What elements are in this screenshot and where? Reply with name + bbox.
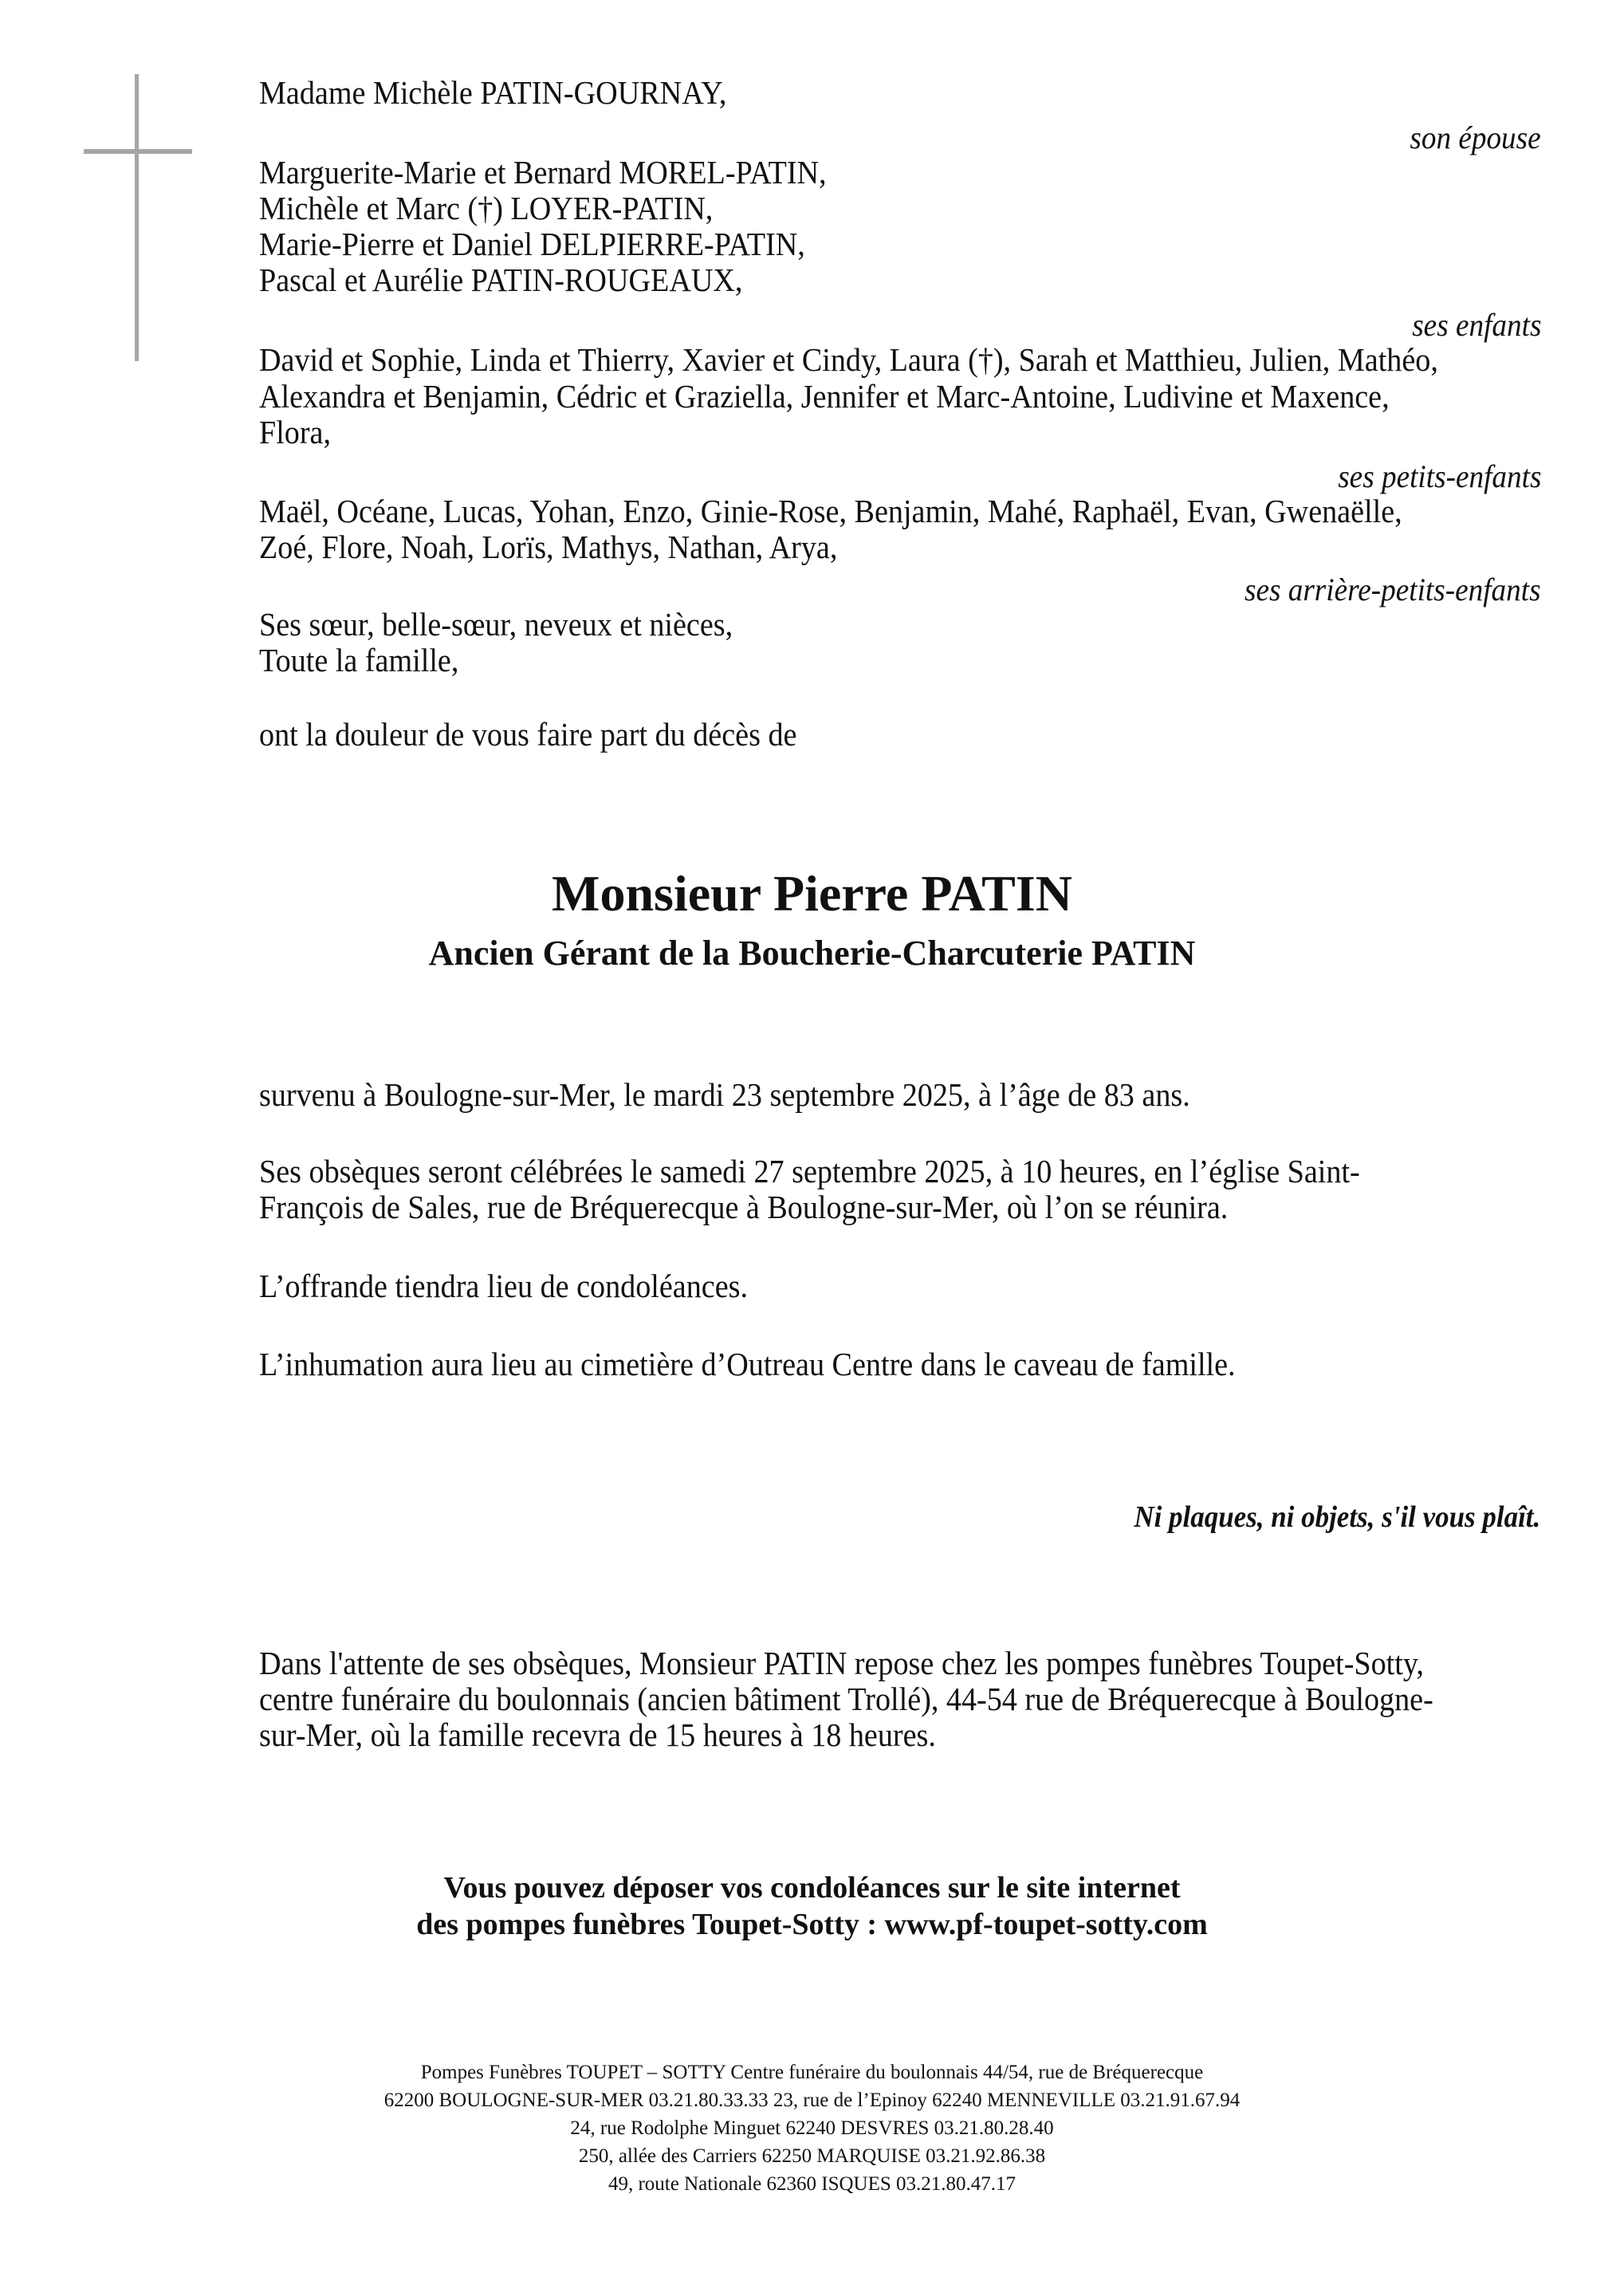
child-line: Michèle et Marc (†) LOYER-PATIN, — [259, 190, 714, 226]
great-grandchildren-line: Maël, Océane, Lucas, Yohan, Enzo, Ginie-Rose, Benjamin, Mahé, Raphaël, Evan, Gwenaëlle, — [259, 493, 1402, 529]
child-line: Marguerite-Marie et Bernard MOREL-PATIN, — [259, 154, 827, 191]
grandchildren-role: ses petits-enfants — [1337, 458, 1541, 494]
footer-line: 24, rue Rodolphe Minguet 62240 DESVRES 03.21.80.28.40 — [570, 2117, 1054, 2139]
spouse-role: son épouse — [1410, 120, 1541, 155]
condolences-website-line: des pompes funèbres Toupet-Sotty : www.pf-toupet-sotty.com — [416, 1908, 1208, 1941]
visitation-line: sur-Mer, où la famille recevra de 15 heures à 18 heures. — [259, 1716, 936, 1753]
other-relatives-line: Toute la famille, — [259, 642, 459, 678]
footer-line: Pompes Funèbres TOUPET – SOTTY Centre funéraire du boulonnais 44/54, rue de Bréquerecque — [420, 2062, 1204, 2083]
spouse-name: Madame Michèle PATIN-GOURNAY, — [259, 74, 727, 111]
footer-line: 62200 BOULOGNE-SUR-MER 03.21.80.33.33 23, rue de l’Epinoy 62240 MENNEVILLE 03.21.91.67.94 — [383, 2090, 1241, 2111]
grandchildren-line: Alexandra et Benjamin, Cédric et Graziella, Jennifer et Marc-Antoine, Ludivine et Maxence, — [259, 378, 1390, 415]
deceased-name: Monsieur Pierre PATIN — [552, 865, 1072, 922]
funeral-line: Ses obsèques seront célébrées le samedi 27 septembre 2025, à 10 heures, en l’église Saint- — [259, 1153, 1360, 1189]
footer-line: 49, route Nationale 62360 ISQUES 03.21.80.47.17 — [608, 2173, 1016, 2195]
offering-text: L’offrande tiendra lieu de condoléances. — [259, 1268, 749, 1304]
visitation-line: Dans l'attente de ses obsèques, Monsieur PATIN repose chez les pompes funèbres Toupet-Sotty, — [259, 1645, 1424, 1681]
child-line: Pascal et Aurélie PATIN-ROUGEAUX, — [259, 261, 743, 298]
announcement-text: ont la douleur de vous faire part du décès de — [259, 716, 797, 753]
children-role: ses enfants — [1411, 307, 1541, 343]
grandchildren-line: Flora, — [259, 414, 332, 450]
visitation-line: centre funéraire du boulonnais (ancien bâtiment Trollé), 44-54 rue de Bréquerecque à Boulogne- — [259, 1681, 1433, 1717]
burial-text: L’inhumation aura lieu au cimetière d’Outreau Centre dans le caveau de famille. — [259, 1346, 1236, 1382]
deceased-title: Ancien Gérant de la Boucherie-Charcuterie PATIN — [428, 934, 1196, 973]
death-details: survenu à Boulogne-sur-Mer, le mardi 23 septembre 2025, à l’âge de 83 ans. — [259, 1076, 1190, 1113]
condolences-line: Vous pouvez déposer vos condoléances sur le site internet — [443, 1871, 1181, 1905]
great-grandchildren-line: Zoé, Flore, Noah, Lorïs, Mathys, Nathan, Arya, — [259, 529, 838, 565]
great-grandchildren-role: ses arrière-petits-enfants — [1245, 572, 1541, 607]
child-line: Marie-Pierre et Daniel DELPIERRE-PATIN, — [259, 226, 805, 262]
other-relatives-line: Ses sœur, belle-sœur, neveux et nièces, — [259, 606, 733, 643]
cross-horizontal-bar — [84, 149, 192, 154]
grandchildren-line: David et Sophie, Linda et Thierry, Xavier et Cindy, Laura (†), Sarah et Matthieu, Julien, Mathéo, — [259, 341, 1438, 378]
funeral-line: François de Sales, rue de Bréquerecque à Boulogne-sur-Mer, où l’on se réunira. — [259, 1189, 1229, 1225]
cross-vertical-bar — [135, 74, 139, 361]
no-flowers-request: Ni plaques, ni objets, s'il vous plaît. — [1134, 1500, 1540, 1534]
footer-line: 250, allée des Carriers 62250 MARQUISE 03.21.92.86.38 — [578, 2145, 1046, 2167]
